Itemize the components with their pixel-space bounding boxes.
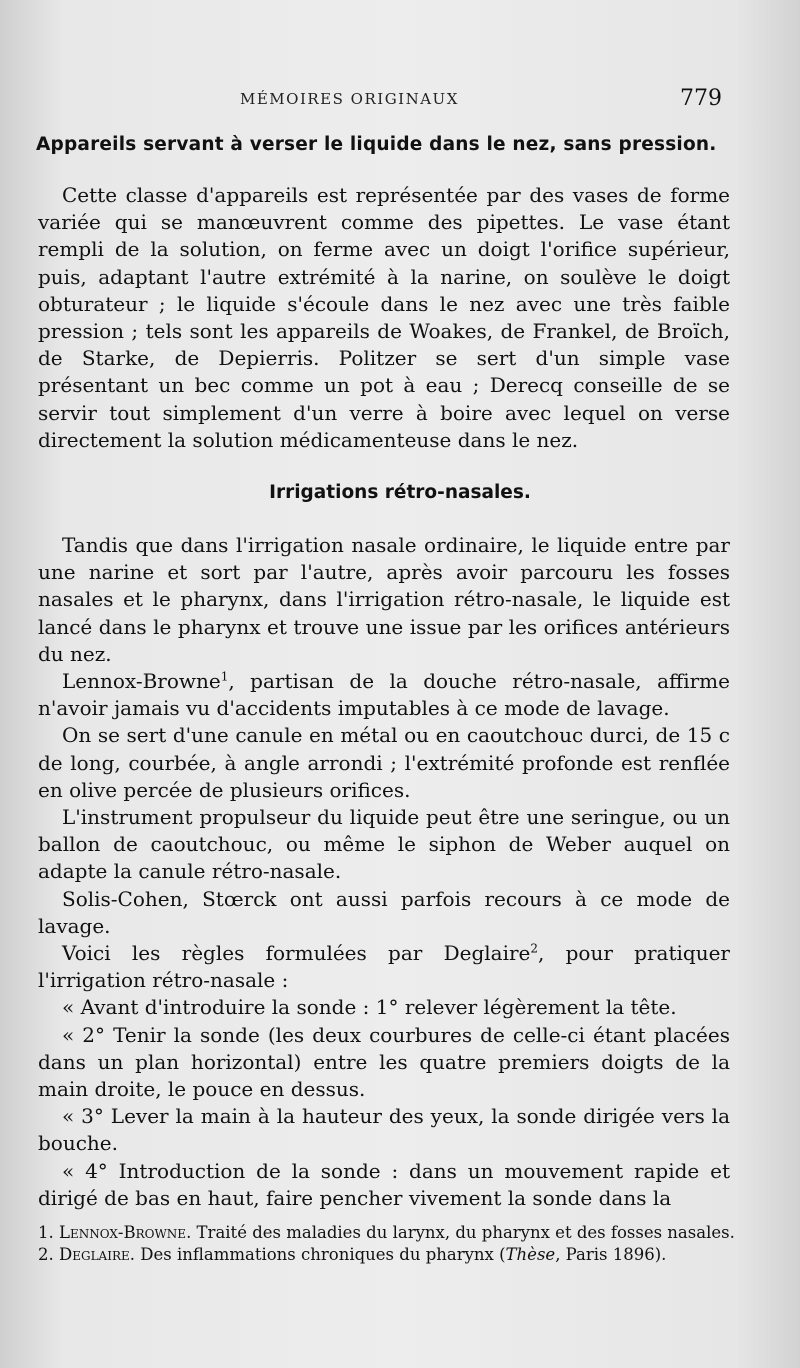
- footnote-author: Lennox-Browne: [59, 1223, 187, 1242]
- paragraph: « 4° Introduction de la sonde : dans un mouvement rapide et dirigé de bas en haut, faire pencher vivement la sonde dans la: [38, 1158, 730, 1210]
- paragraph: On se sert d'une canule en métal ou en caoutchouc durci, de 15 c de long, courbée, à angle arrondi ; l'extrémité profonde est renflée en olive percée de plusieurs orifices.: [38, 723, 730, 802]
- paragraph: « Avant d'introduire la sonde : 1° relever légèrement la tête.: [62, 995, 677, 1020]
- footnotes: [38, 1222, 738, 1266]
- paragraph: Cette classe d'appareils est représentée par des vases de forme variée qui se manœuvrent comme des pipettes. Le vase étant rempli de la solution, on ferme avec un doigt l'orifice supérieur, puis, adaptant l'autre extrémité à la narine, on soulève le doigt obturateur ; le liquide s'écoule dans le nez avec une très faible pression ; tels sont les appareils de Woakes, de Frankel, de Broïch, de Starke, de Depierris. Politzer se sert d'un simple vase présentant un bec comme un pot à eau ; Derecq conseille de se servir tout simplement d'un verre à boire avec lequel on verse directement la solution médicamenteuse dans le nez.: [38, 183, 730, 452]
- running-header: MÉMOIRES ORIGINAUX: [240, 90, 459, 108]
- section-title-irrigations: Irrigations rétro-nasales.: [269, 482, 531, 503]
- paragraph: L'instrument propulseur du liquide peut être une seringue, ou un ballon de caoutchouc, ou même le siphon de Weber auquel on adapte la canule rétro-nasale.: [38, 805, 730, 884]
- section-body-irrigations: [38, 532, 730, 1212]
- section-body-appareils: [38, 182, 730, 454]
- footnote-1: 1. Lennox-Browne. Traité des maladies du larynx, du pharynx et des fosses nasales.: [38, 1223, 735, 1242]
- page-number: 779: [680, 86, 722, 111]
- section-title-appareils: Appareils servant à verser le liquide dans le nez, sans pression.: [36, 134, 717, 155]
- paragraph: Solis-Cohen, Stœrck ont aussi parfois recours à ce mode de lavage.: [38, 886, 730, 938]
- author-name: Lennox-Browne: [62, 669, 221, 694]
- paragraph: « 2° Tenir la sonde (les deux courbures de celle-ci étant placées dans un plan horizontal) entre les quatre premiers doigts de la main droite, le pouce en dessus.: [38, 1022, 730, 1102]
- paragraph: Voici les règles formulées par Deglaire$^2$, pour pratiquer l'irrigation rétro-nasale :: [38, 941, 730, 993]
- paragraph: Lennox-Browne$^1$, partisan de la douche rétro-nasale, affirme n'avoir jamais vu d'accidents imputables à ce mode de lavage.: [38, 669, 730, 721]
- footnote-author: Deglaire: [59, 1245, 130, 1264]
- footnote-2: 2. Deglaire. Des inflammations chroniques du pharynx (Thèse, Paris 1896).: [38, 1245, 667, 1264]
- paragraph: « 3° Lever la main à la hauteur des yeux, la sonde dirigée vers la bouche.: [38, 1104, 730, 1156]
- footnote-ref: 1: [220, 669, 229, 684]
- paragraph: Tandis que dans l'irrigation nasale ordinaire, le liquide entre par une narine et sort par l'autre, après avoir parcouru les fosses nasales et le pharynx, dans l'irrigation rétro-nasale, le liquide est lancé dans le pharynx et trouve une issue par les orifices antérieurs du nez.: [38, 533, 730, 666]
- footnote-ref: 2: [530, 941, 539, 956]
